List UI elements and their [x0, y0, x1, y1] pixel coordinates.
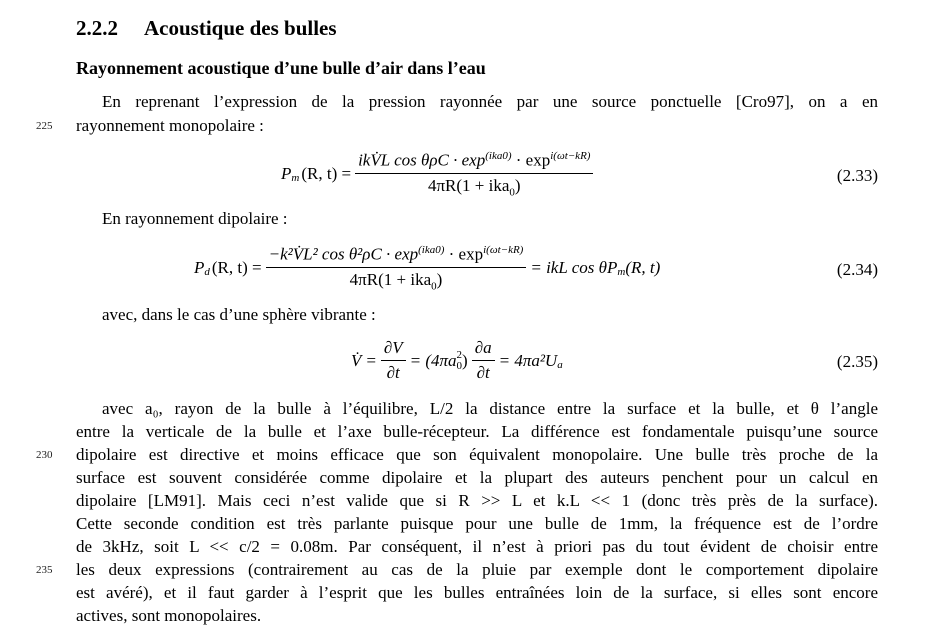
eq-exp1: (ika0) [418, 244, 445, 256]
eq-lhs: V̇ = [351, 350, 377, 370]
eq-lhs-args: (R, t) = [211, 258, 262, 278]
paragraph-line: avec, dans le cas d’une sphère vibrante : [102, 305, 376, 324]
eq-rhs-end: (R, t) [625, 258, 661, 278]
eq-fraction [381, 338, 406, 383]
eq-fraction [355, 150, 593, 198]
eq-mid-end: ) [462, 350, 468, 370]
line-number: 235 [36, 564, 53, 576]
eq-mid-sup: 2 [456, 348, 463, 361]
equation-number: (2.35) [836, 352, 878, 371]
line-number: 225 [36, 120, 53, 132]
eq-exp2: i(ωt−kR) [483, 244, 524, 256]
eq-lhs-args: (R, t) = [301, 164, 352, 184]
paragraph-line: Cette seconde condition est très parlante puisque pour une bulle de 1mm, la fréquence est de l’ordre [76, 514, 878, 533]
section-title: Acoustique des bulles [144, 16, 337, 40]
eq-rhs: = 4πa²U [498, 350, 558, 370]
eq-rhs-sub: a [557, 358, 563, 371]
paragraph-line: dipolaire est directive et moins efficace que son équivalent monopolaire. Une bulle très proche de la [76, 445, 878, 464]
paragraph-line: En rayonnement dipolaire : [102, 209, 288, 228]
eq-frac2-den: ∂t [476, 363, 490, 382]
eq-lhs-sub: d [204, 266, 210, 279]
eq-frac1-den: ∂t [386, 363, 400, 382]
eq-fraction [266, 244, 527, 292]
equation-number: (2.34) [836, 260, 878, 279]
eq-exp1: (ika0) [485, 150, 512, 162]
paragraph-line: de 3kHz, soit L << c/2 = 0.08m. Par conséquent, il n’est à priori pas du tout évident de choisir entre [76, 537, 878, 556]
paragraph-line: est avéré), et il faut garder à l’esprit que les bulles entraînées loin de la surface, si elles sont encore [76, 583, 878, 602]
eq-mid: = (4πa [409, 350, 457, 370]
eq-denominator: 4πR(1 + ika [427, 175, 510, 195]
eq-frac1-num: ∂V [381, 338, 406, 361]
paragraph-line: actives, sont monopolaires. [76, 606, 262, 625]
eq-exp2: i(ωt−kR) [550, 150, 591, 162]
equation-2-34 [76, 244, 878, 296]
paragraph-line: dipolaire [LM91]. Mais ceci n’est valide que si R >> L et k.L << 1 (donc très près de la surface). [76, 491, 878, 510]
line-number: 230 [36, 449, 53, 461]
paragraph-line: rayonnement monopolaire : [76, 116, 264, 135]
eq-den-end: ) [514, 175, 521, 195]
eq-denominator: 4πR(1 + ika [349, 269, 432, 289]
eq-den-sub: 0 [431, 280, 437, 293]
eq-frac2-num: ∂a [472, 338, 495, 361]
eq-fraction [472, 338, 495, 383]
eq-lhs: P [281, 164, 292, 184]
eq-rhs-sub: m [617, 266, 626, 279]
subsection-heading: Rayonnement acoustique d’une bulle d’air dans l’eau [76, 58, 486, 78]
eq-lhs: P [194, 258, 205, 278]
eq-rhs: = ikL cos θP [530, 258, 618, 278]
equation-2-35 [76, 338, 878, 390]
paragraph-line: surface est souvent considérée comme dipolaire et la plupart des auteurs penchent pour un calcul en [76, 468, 878, 487]
eq-lhs-sub: m [291, 172, 300, 185]
paragraph-line: entre la verticale de la bulle et l’axe bulle-récepteur. La différence est fondamentale puisqu’une source [76, 422, 878, 441]
section-number: 2.2.2 [76, 16, 118, 40]
paragraph-line: avec a₀, rayon de la bulle à l’équilibre, L/2 la distance entre la surface et la bulle, et θ l’angle [102, 399, 878, 418]
paragraph-line: En reprenant l’expression de la pression rayonnée par une source ponctuelle [Cro97], on a en [102, 92, 878, 111]
equation-number: (2.33) [836, 166, 878, 185]
equation-2-33 [76, 150, 878, 202]
eq-numerator: −k²V̇L² cos θ²ρC · exp [268, 244, 419, 264]
eq-mid-sub: 0 [456, 359, 463, 372]
eq-num-mid: · exp [511, 150, 551, 170]
eq-numerator: ikV̇L cos θρC · exp [358, 150, 486, 170]
eq-den-sub: 0 [509, 186, 515, 199]
eq-den-end: ) [436, 269, 443, 289]
section-heading [76, 16, 337, 41]
eq-num-mid: · exp [444, 244, 484, 264]
paragraph-line: les deux expressions (contrairement au cas de la pluie par exemple dont le comportement dipolaire [76, 560, 878, 579]
